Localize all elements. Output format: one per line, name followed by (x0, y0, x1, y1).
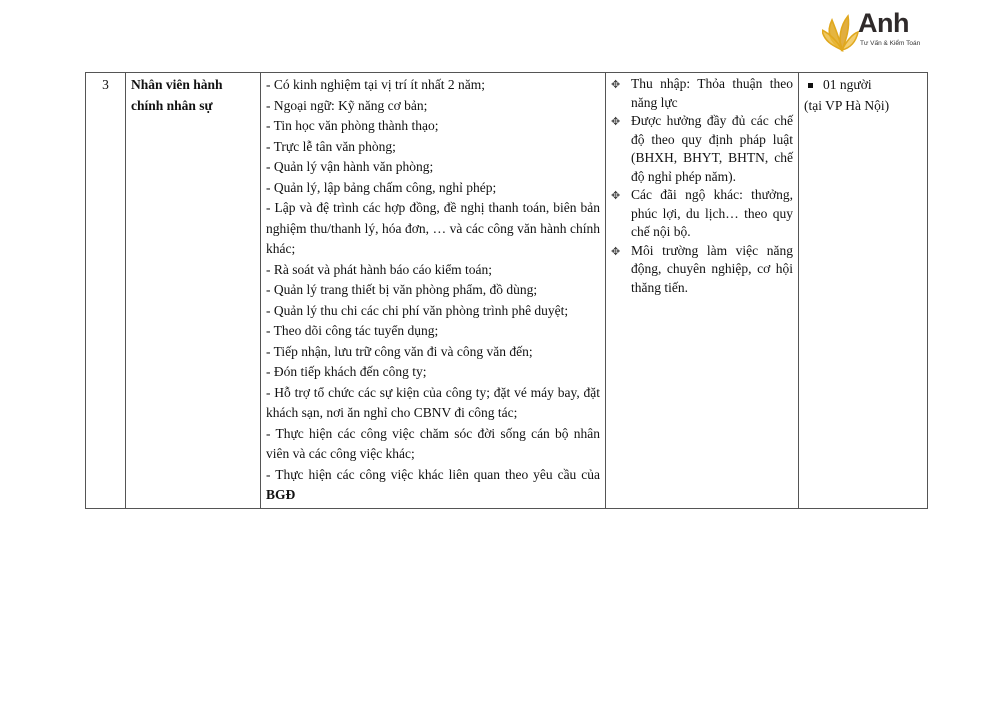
requirement-item-last (266, 465, 600, 506)
quantity-cell (799, 73, 928, 509)
position-title: Nhân viên hành chính nhân sự (126, 73, 261, 509)
cross-bullet-icon: ✥ (611, 116, 621, 128)
logo-tagline: Tư Vấn & Kiểm Toán (860, 40, 921, 47)
company-logo (822, 8, 932, 54)
benefit-item (611, 186, 793, 242)
requirements-cell (261, 73, 606, 509)
requirement-item: - Trực lễ tân văn phòng; (266, 138, 396, 154)
cross-bullet-icon: ✥ (611, 245, 621, 258)
cross-bullet-icon: ✥ (611, 79, 621, 91)
requirement-item: - Có kinh nghiệm tại vị trí ít nhất 2 năm; (266, 77, 485, 92)
requirement-item: - Quản lý thu chi các chi phí văn phòng trình phê duyệt; (266, 302, 569, 318)
benefit-text: Các đãi ngộ khác: thưởng, phúc lợi, du lịch… theo quy chế nội bộ. (631, 187, 793, 239)
lotus-logo-icon (822, 12, 862, 54)
benefit-text: Thu nhập: Thỏa thuận theo năng lực (631, 76, 793, 110)
table-row (86, 73, 928, 509)
quantity-text: 01 người (823, 77, 872, 92)
logo-brand-text: Anh (858, 8, 909, 38)
requirement-item: - Quản lý trang thiết bị văn phòng phẩm, đồ dùng; (266, 282, 538, 297)
requirement-item: - Tiếp nhận, lưu trữ công văn đi và công văn đến; (266, 343, 533, 359)
requirement-item: - Ngoại ngữ: Kỹ năng cơ bản; (266, 97, 428, 113)
requirement-last-text: - Thực hiện các công việc khác liên quan theo yêu cầu của (266, 466, 600, 482)
benefit-item (611, 75, 793, 112)
requirement-item: - Thực hiện các công việc chăm sóc đời sống cán bộ nhân viên và các công việc khác; (266, 425, 600, 461)
row-number: 3 (86, 73, 126, 509)
requirement-item: - Lập và đệ trình các hợp đồng, đề nghị thanh toán, biên bản nghiệm thu/thanh lý, hóa đơn, … và các công văn hành chính khác; (266, 200, 600, 256)
benefit-item (611, 112, 793, 186)
square-bullet-icon (808, 83, 813, 88)
requirement-last-bold: BGĐ (266, 487, 296, 502)
benefit-item (611, 242, 793, 298)
benefit-text: Môi trường làm việc năng động, chuyên nghiệp, cơ hội thăng tiến. (631, 242, 793, 295)
benefits-cell (606, 73, 799, 509)
requirement-item: - Rà soát và phát hành báo cáo kiểm toán; (266, 261, 493, 277)
requirement-item: - Quản lý, lập bảng chấm công, nghỉ phép; (266, 179, 497, 195)
cross-bullet-icon: ✥ (611, 190, 621, 202)
location-text: (tại VP Hà Nội) (804, 97, 890, 113)
requirement-item: - Hỗ trợ tổ chức các sự kiện của công ty; đặt vé máy bay, đặt khách sạn, nơi ăn nghỉ cho CBNV đi công tác; (266, 384, 600, 420)
job-listing-table (85, 72, 928, 509)
requirement-item: - Quản lý vận hành văn phòng; (266, 159, 434, 174)
requirement-item: - Tin học văn phòng thành thạo; (266, 118, 439, 133)
requirement-item: - Theo dõi công tác tuyển dụng; (266, 323, 439, 338)
requirement-item: - Đón tiếp khách đến công ty; (266, 364, 427, 379)
benefit-text: Được hưởng đầy đủ các chế độ theo quy định pháp luật (BHXH, BHYT, BHTN, chế độ nghỉ phép năm). (631, 113, 793, 184)
quantity-line (804, 75, 922, 96)
